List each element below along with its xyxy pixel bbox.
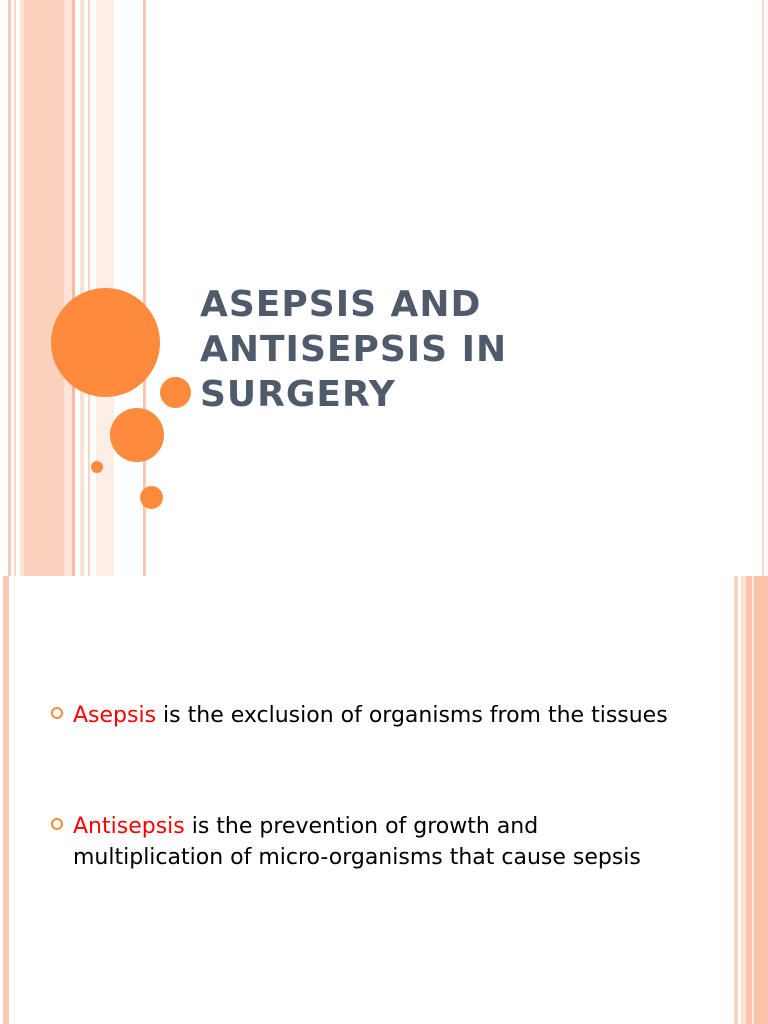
bullet-text: is the exclusion of organisms from the tissues — [156, 703, 668, 728]
bullet-text: is the prevention of growth and multiplication of micro-organisms that cause sepsis — [73, 814, 641, 870]
decorative-circle-medium — [110, 408, 164, 462]
decorative-stripe — [8, 0, 11, 576]
bullet-item-antisepsis — [50, 811, 690, 873]
bullet-term: Antisepsis — [73, 814, 185, 839]
decorative-stripe — [88, 0, 90, 576]
slide-title-line: ANTISEPSIS IN — [200, 329, 508, 370]
slide-title-line: SURGERY — [200, 374, 396, 415]
decorative-stripe — [746, 576, 768, 1024]
decorative-stripe — [24, 0, 64, 576]
decorative-stripe — [14, 0, 16, 576]
decorative-stripe — [3, 576, 9, 1024]
hollow-circle-icon — [51, 707, 63, 719]
decorative-stripe — [734, 576, 738, 1024]
decorative-circle-small — [160, 377, 191, 408]
slide-title — [200, 282, 720, 417]
decorative-stripe — [752, 576, 754, 1024]
content-slide — [0, 576, 768, 1024]
decorative-circle-tiny — [91, 461, 103, 473]
decorative-circle-large — [51, 288, 160, 397]
bullet-item-asepsis — [50, 700, 690, 731]
decorative-stripe — [762, 0, 764, 576]
decorative-circle-small — [140, 486, 163, 509]
decorative-stripe — [80, 0, 84, 576]
bullet-list — [50, 700, 690, 873]
hollow-circle-icon — [51, 818, 63, 830]
slide-title-line: ASEPSIS AND — [200, 284, 482, 325]
decorative-stripe — [72, 0, 75, 576]
bullet-term: Asepsis — [73, 703, 157, 728]
